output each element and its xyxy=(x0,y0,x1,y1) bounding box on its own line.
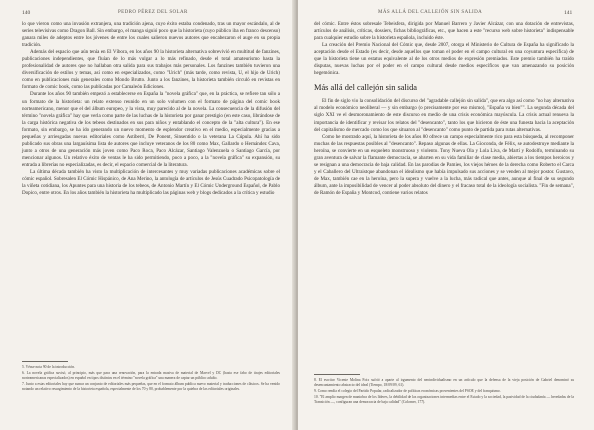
right-body-text xyxy=(314,21,574,197)
right-footnote-9: 9. Como rendía el colegio del Partido Popular, radicalizador de políticas económicas provenientes del PSOE y del franquismo. xyxy=(314,389,501,393)
left-footnote-7: 7. Junto a estas editoriales hay que sumar un conjunto de editoriales más pequeñas, que en el formato álbum publica nuevo material y traducciones de clásicos. Se ha venido notando un relativo resurgimiento de la historieta española, especialmente de los 70 y 80, probablemente por la quiebra de las editoriales originales. xyxy=(22,381,280,391)
right-running-head: MÁS ALLÁ DEL CALLEJÓN SIN SALIDA xyxy=(378,10,483,15)
left-body-text xyxy=(22,21,280,197)
right-footnotes xyxy=(314,378,574,406)
left-running-head: PEDRO PÉREZ DEL SOLAR xyxy=(118,10,188,15)
right-page xyxy=(298,0,594,430)
right-footnote-8: 8. El escritor Vicente Molina Foix sufrió a aparte al irgumento del neoindividualismo en un artículo que la defensa de la vieja posición de Gabriel denominó su desencantamiento abstracto del ideal (Tiempo, 18/09/09, 61). xyxy=(314,378,574,388)
right-page-number: 141 xyxy=(564,10,573,16)
section-title: Más allá del callejón sin salida xyxy=(314,83,418,93)
left-footnote-rule xyxy=(22,361,68,362)
left-footnote-6: 6. La novela gráfica suvisó, al principio, más que para una renovación, para la entrada masiva de material de Marvel y DC (hasta ese fabo de tirajes editoriales norteamericanas especializados) en español en tipos distintos en el término "novela gráfica" una manera de captar un público adulto. xyxy=(22,370,280,380)
left-page xyxy=(0,0,296,430)
right-paragraph-3: El fin de siglo vio la consolidación del discurso del "agradable callejón sin salida", que era algo así como "no hay alternativa al modelo económico neoliberal — y sin embargo (o precisamente por eso mismo), "España va bien"". La segunda década del siglo XXI ve el desmoronamiento de este discurso en medio de una crisis económica mayúscula. La crisis actual renueva la importancia de identificar y revisar los relatos del "desencanto", tanto los que hicieron de éste una funesta hacia la aceptación del capitalismo de mercado como los que situaron al "desencanto" como punto de partida para rutas alternativas. xyxy=(314,98,574,133)
left-paragraph-4: La última década también ha visto la multiplicación de intercesantes y muy variadas publicaciones académicas sobre el cómic español. Sobresalen El Cómic Hispánico, de Ana Merino, la antología de artículos de Jesús Cuadrado Psicopatología de la viñeta cotidiana, los Apuntes para una historia de los tebeos, de Antonio Martín y El Cómic Underground Español, de Pablo Dopico, entre otros. En los años también la historieta ha multiplicado las páginas web y blogs dedicados a la crítica y estudio xyxy=(22,168,280,197)
right-footnote-10: 10. "El amplio margen de maniobra de los líderes, la debilidad de las organizaciones intermedias entre el Estado y la sociedad, la pasividad de la ciudadanía — heredadas de la Transición —, configuran una democracia de baja calidad" (Colomer, 177). xyxy=(314,394,574,404)
right-paragraph-4: Como he mostrado aquí, la historieta de los años 80 ofrece un campo especialmente rico para esta búsqueda, al recomponer muchas de las respuestas posibles al "desencanto". Repaso algunas de ellas. La Gioconda, de Félix, se autodestruye mediante la heroína, se convierte en un esqueleto monstruoso y violento. Tony Nueva Ola y Lola Liva, de Martí y Rodolfo, terminando su gran aventura de salvar la flamante democracia, se abarten en su vida familiar de clase media, abiertas a los tiempos heroicos y se resignan a una democracia de baja calidad. En las parodias de Pamies, los viejos héroes de la derecha como Roberto el Carca y el Caballero del Ultraistque abandonan el idealismo que había impulsado sus acciones y se venden al mejor postor. Gustavo, de Max, también cae en la heroína, pero la supera y vuelve a la lucha, más radical que antes, aunque al final de su segundo álbum, ante la imposibilidad de vencer al poder absoluto del dinero y el fracaso total de la ideología socialista. "Fin de semana", de Ramón de España y Montcod, contiene varios relatos xyxy=(314,133,574,196)
left-paragraph-3: Durante los años 90 también empezó a establecerse en España la "novela gráfica" que, en la práctica, se refiere tan sólo a un formato de la historieta: un relato extenso reunido en un solo volumen con el formato de página del comic book norteamericano, menor que el del álbum europeo, y la vista, muy parecido al de la novela. La consecuencia de la difusión del término "novela gráfica" hay que verla como parte de las luchas de la historieta por ganar prestigio (en este caso, librándose de la carga histórica negativa de los tebeos destinados en sus para niños y entablando el concepto de la "alta cultura"). En ese formato, sin embargo, se ha ido generando un nuevo momento de esplendor creativo en el medio, especialmente gracias a pequeñas y arriesgadas nuevas editoriales como Astiberri, De Ponent, Sinsentido o la veterana La Cúpula. Ahí ha sido publicado sus obras una largauísima lista de autores que incluye veteranos de los 80 como Max, Gallardo o Hernández Cava, junto a otros de una generación más joven como Paco Roca, Paco Alcázar, Santiago Valenzuela o Santiago García, por mencionar algunos. Un relativo éxito de ventas le ha sido permitiendo, poco a poco, a la "novela gráfica" su expansión, su entrada a librerías no especializadas, es decir, el espacio comercial de la literatura. xyxy=(22,91,280,168)
left-footnotes xyxy=(22,365,280,393)
left-paragraph-1: lo que vieron como una invasión extranjera, una tradición ajena, cuyo éxito estaba condenado, tras un mayor escándalo, al de series televisivas como Dragon Ball. Sin embargo, el manga siguió poco que la historieta (cuyo público iba en franco descenso) ganara miles de adeptos entre los jóvenes de entre los cuales salieron nuevos autores que encabezaron el auge en su propia tradición. xyxy=(22,21,280,49)
left-page-number: 140 xyxy=(22,10,31,16)
right-footnote-rule xyxy=(314,374,360,375)
left-paragraph-2: Además del espacio que aún tenía en El Víbora, en los años 90 la historieta alternativa sobrevivió en multitud de fanzines, publicaciones independientes, que fluían de lo más vulgar a lo más refinado, desde el total amateurismo hasta la profesionalidad de autores que no hallaban otra salida para sus trabajos más personales. Los fanzines también tuvieron una diversificación de estilos y temas, así como en especializados, como "Urich" (más tarde, como revista, U, el hijo de Urich) como en publicaciones más generales como Mondo Brutto. Junto a los fanzines, la historieta también circuló en revistas en formato de comic book, como las publicadas por Camaleón Ediciones. xyxy=(22,49,280,91)
right-paragraph-1: del cómic. Entre éstos sobresale Tebeisfera, dirigida por Manuel Barrero y Javier Alcázar, con una dotación de entrevistas, artículos de análisis, críticas, dossiers, fichas bibliográficas, etc., que hacen a este "recurso web sobre historieta" indispensable para cualquier estudio sobre la historieta española, incluido éste. xyxy=(314,21,574,42)
left-footnote-5: 5. Véase nota 90 de la introducción. xyxy=(22,365,75,369)
right-paragraph-2: La creación del Premio Nacional del Cómic que, desde 2007, otorga el Ministerio de Cultura de España ha significado la aceptación desde el Estado (es decir, desde aquellos que toman el poder en el campo cultural en una coyuntura específica) de que la historieta tiene un estatus equivalente al de los otros medios de expresión premiados. Este premio también ha traído disputas, nuevas luchas por el poder en el campo cultural desde medios específicos que van amenazando su posición hegemónica. xyxy=(314,42,574,77)
